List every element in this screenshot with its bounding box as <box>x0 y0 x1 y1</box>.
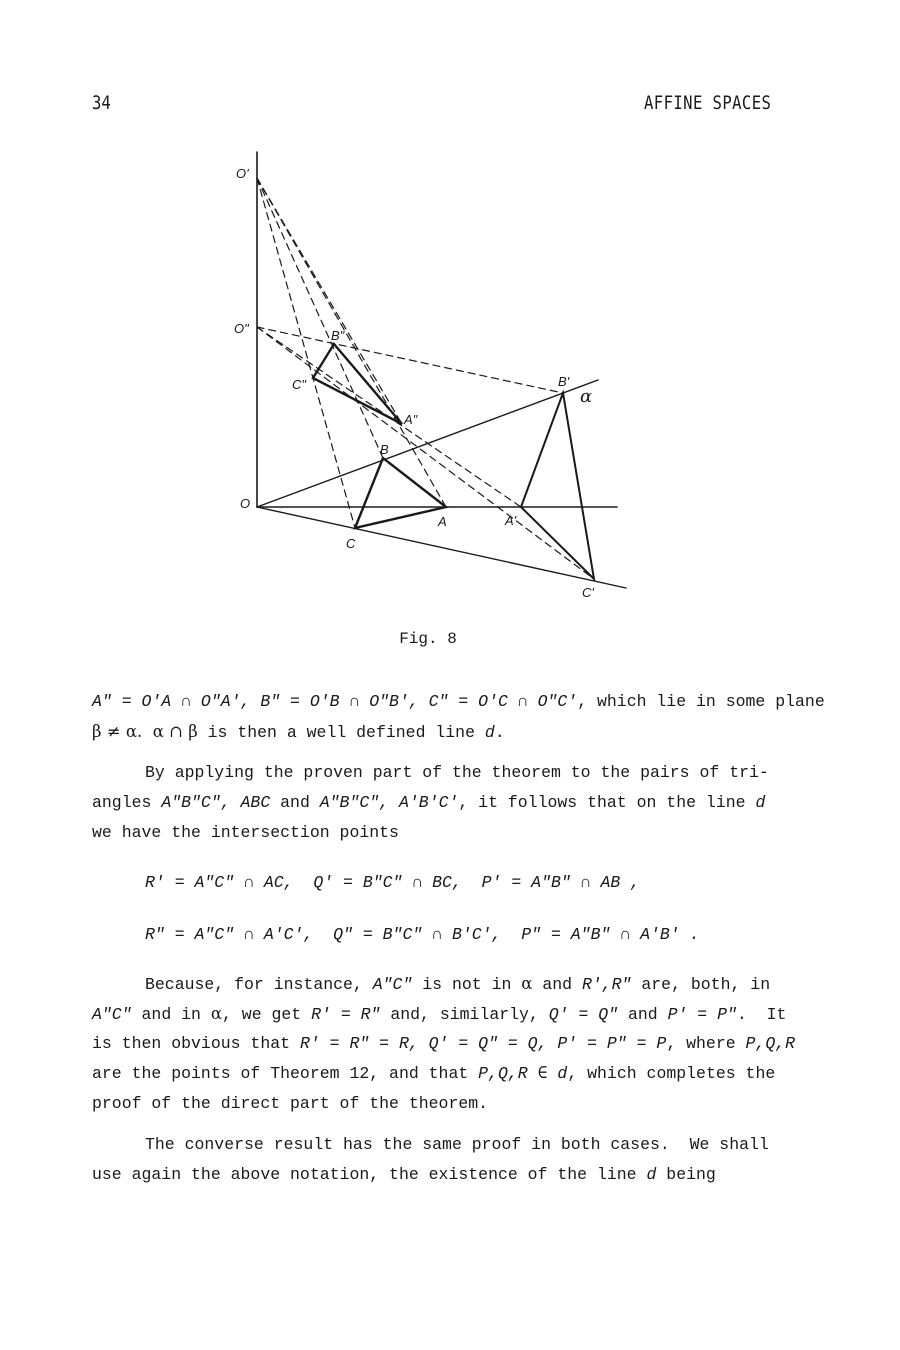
dashed-lines-from-O-prime <box>257 178 446 528</box>
label-O: O <box>240 496 251 511</box>
label-C: C <box>346 536 356 551</box>
p2-line1: By applying the proven part of the theorem to the pairs of tri- <box>145 763 769 782</box>
running-head: AFFINE SPACES <box>644 92 772 114</box>
label-B-prime: B' <box>558 374 570 389</box>
p3-line1: Because, for instance, A"C" is not in α and R',R" are, both, in <box>145 974 771 994</box>
label-C-prime: C' <box>582 585 594 600</box>
p3-line5: proof of the direct part of the theorem. <box>92 1094 489 1113</box>
label-A-prime: A' <box>505 513 517 528</box>
p4-line1: The converse result has the same proof in both cases. We shall <box>145 1135 769 1154</box>
p4-line2: use again the above notation, the existence of the line d being <box>92 1165 716 1184</box>
p1-line2: β ≠ α. α ∩ β is then a well defined line d. <box>92 722 505 742</box>
label-C-dprime: C" <box>292 377 307 392</box>
label-O-prime: O' <box>236 166 249 181</box>
p1-line1: A" = O'A ∩ O"A', B" = O'B ∩ O"B', C" = O'C ∩ O"C', which lie in some plane <box>92 692 825 711</box>
label-B: B <box>380 442 389 457</box>
p3-line3: is then obvious that R' = R" = R, Q' = Q" = Q, P' = P" = P, where P,Q,R <box>92 1034 796 1053</box>
label-A: A <box>438 514 447 529</box>
equation-1: R' = A"C" ∩ AC, Q' = B"C" ∩ BC, P' = A"B" ∩ AB , <box>145 873 641 892</box>
dashed-lines-from-O-dprime <box>257 327 594 579</box>
label-O-dprime: O" <box>234 321 249 336</box>
figure-8-desargues-diagram <box>0 0 900 620</box>
page-number: 34 <box>92 92 111 114</box>
equation-2: R" = A"C" ∩ A'C', Q" = B"C" ∩ B'C', P" = A"B" ∩ A'B' . <box>145 925 700 944</box>
p2-line2: angles A"B"C", ABC and A"B"C", A'B'C', it follows that on the line d <box>92 793 766 812</box>
p3-line2: A"C" and in α, we get R' = R" and, similarly, Q' = Q" and P' = P". It <box>92 1004 787 1024</box>
label-A-dprime: A" <box>404 412 418 427</box>
label-B-dprime: B" <box>331 328 345 343</box>
figure-caption: Fig. 8 <box>399 630 457 648</box>
triangle-ABC <box>355 458 446 528</box>
label-alpha: α <box>580 386 593 407</box>
p3-line4: are the points of Theorem 12, and that P,Q,R ∈ d, which completes the <box>92 1064 776 1083</box>
math: β ≠ α. α ∩ β <box>92 722 198 741</box>
p2-line3: we have the intersection points <box>92 823 399 842</box>
math: A" = O'A ∩ O"A', B" = O'B ∩ O"B', C" = O'C ∩ O"C' <box>92 692 578 711</box>
